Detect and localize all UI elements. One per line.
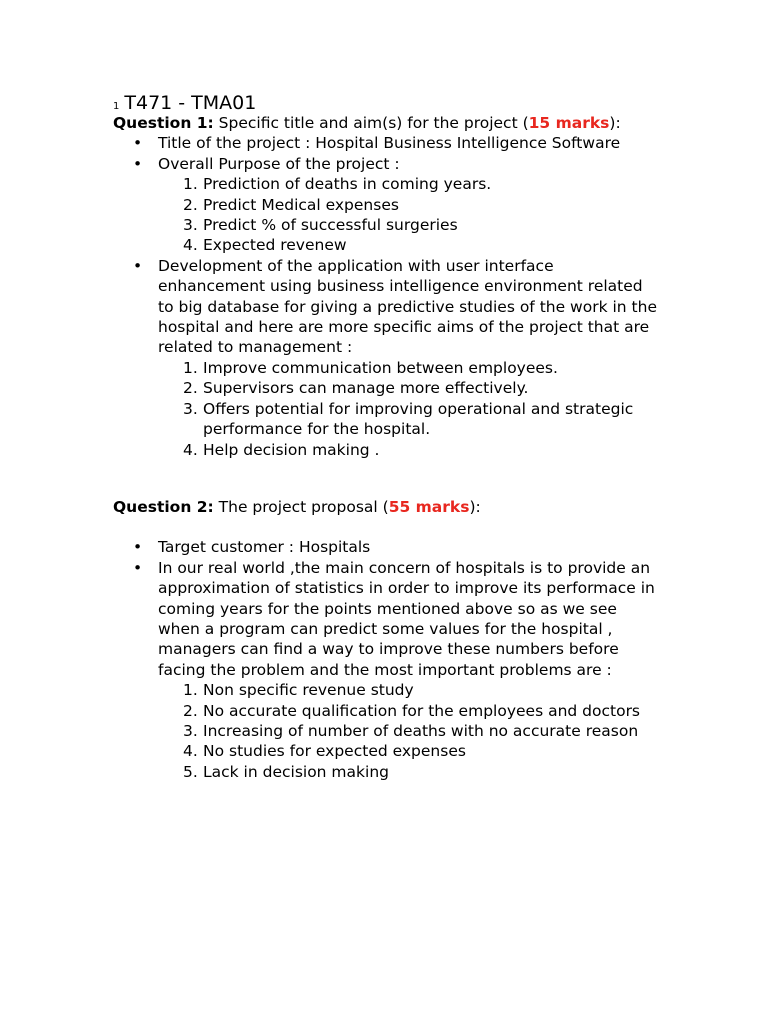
list-item: 4. Expected revenew (183, 236, 347, 255)
question-2-bullets (113, 537, 663, 782)
list-item: 3. Predict % of successful surgeries (183, 216, 458, 235)
list-item-text: Help decision making . (203, 440, 380, 459)
numbered-list (158, 174, 663, 256)
numbered-list (158, 358, 663, 460)
list-item: 2. Supervisors can manage more effectively. (183, 379, 529, 398)
bullet-text: Title of the project : Hospital Business Intelligence Software (158, 134, 621, 153)
bullet-item (113, 537, 663, 557)
list-item: 3. Offers potential for improving operational and strategic performance for the hospital. (183, 399, 634, 439)
question-2-heading (113, 497, 663, 517)
question-2-label: Question 2: (113, 497, 214, 516)
question-1-marks: 15 marks (528, 114, 610, 132)
list-item-text: Lack in decision making (203, 762, 389, 781)
list-item-text: Increasing of number of deaths with no accurate reason (203, 721, 639, 740)
list-item-text: Non specific revenue study (203, 681, 414, 700)
list-item: 3. Increasing of number of deaths with no accurate reason (183, 721, 639, 740)
list-item: 4. Help decision making . (183, 440, 380, 459)
question-1-heading (113, 113, 663, 133)
bullet-text: In our real world ,the main concern of hospitals is to provide an approximation of statistics in order to improve its performace in coming years for the points mentioned above so as we see when a program can predict some values for the hospital , managers can find a way to improve these numbers before facing the problem and the most important problems are : (158, 558, 655, 679)
list-item: 2. No accurate qualification for the employees and doctors (183, 701, 641, 720)
question-2-text-after: ): (469, 497, 481, 516)
list-item-text: Predict Medical expenses (203, 195, 399, 214)
list-item-text: No studies for expected expenses (203, 742, 466, 761)
bullet-text: Target customer : Hospitals (158, 538, 371, 557)
list-item-text: Prediction of deaths in coming years. (203, 175, 492, 194)
list-item-text: Predict % of successful surgeries (203, 216, 458, 235)
bullet-item (113, 133, 663, 153)
bullet-item (113, 256, 663, 460)
list-item: 2. Predict Medical expenses (183, 195, 399, 214)
bullet-item (113, 558, 663, 782)
list-item-text: Offers potential for improving operational and strategic performance for the hospital. (203, 399, 634, 439)
list-item-text: Improve communication between employees. (203, 358, 558, 377)
question-1-text-after: ): (609, 114, 621, 132)
bullet-item (113, 154, 663, 256)
title-text: T471 - TMA01 (124, 92, 257, 114)
list-item-text: Expected revenew (203, 236, 347, 255)
list-item: 1. Non specific revenue study (183, 681, 414, 700)
numbered-list (158, 680, 663, 782)
list-item: 1. Improve communication between employees. (183, 358, 558, 377)
list-item-text: Supervisors can manage more effectively. (203, 379, 529, 398)
list-item-text: No accurate qualification for the employees and doctors (203, 701, 641, 720)
list-item: 5. Lack in decision making (183, 762, 389, 781)
list-item: 1. Prediction of deaths in coming years. (183, 175, 492, 194)
question-2-text: The project proposal ( (213, 497, 389, 516)
bullet-text: Overall Purpose of the project : (158, 154, 400, 173)
list-item: 4. No studies for expected expenses (183, 742, 466, 761)
question-1-bullets (113, 133, 663, 460)
question-2-marks: 55 marks (388, 497, 470, 516)
question-1-text: Specific title and aim(s) for the project ( (213, 114, 529, 132)
question-1-label: Question 1: (113, 114, 214, 132)
document-page (113, 91, 663, 782)
bullet-text: Development of the application with user interface enhancement using business intelligence environment related to big database for giving a predictive studies of the work in the hospital and here are more specific aims of the project that are related to management : (158, 256, 657, 357)
page-number: 1 (113, 101, 120, 112)
document-title (113, 91, 663, 113)
